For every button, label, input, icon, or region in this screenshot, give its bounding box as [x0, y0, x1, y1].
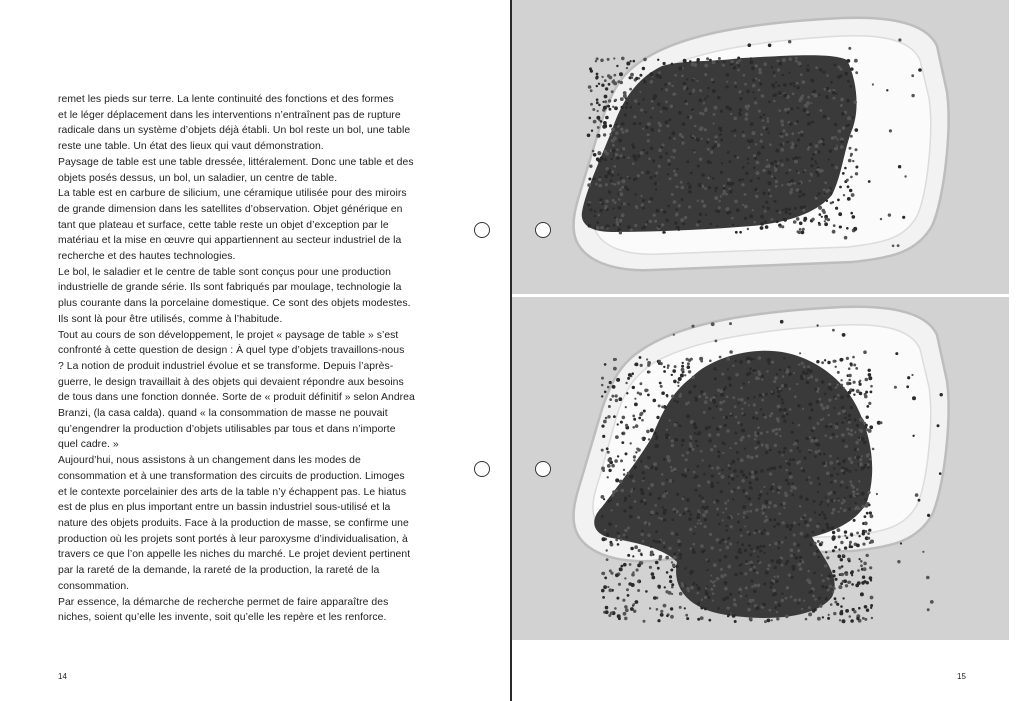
binding-hole-right-bottom: [535, 461, 551, 477]
text-line: quel cadre. »: [58, 439, 119, 451]
text-line: consommation et à une transformation des circuits de production. Limoges: [58, 470, 405, 482]
text-line: consommation.: [58, 580, 130, 592]
text-line: matériau et la mise en œuvre qui appartiennent au secteur industriel de la: [58, 235, 402, 247]
photo-tray-top: [512, 0, 1009, 294]
text-line: remet les pieds sur terre. La lente continuité des fonctions et des formes: [58, 94, 394, 105]
text-line: guerre, le design travaillait à des objets qui devaient répondre aux besoins: [58, 376, 404, 388]
text-line: Le bol, le saladier et le centre de table sont conçus pour une production: [58, 266, 391, 278]
text-line: Branzi, (la casa calda). quand « la consommation de masse ne pouvait: [58, 408, 388, 420]
text-line: Par essence, la démarche de recherche permet de faire apparaître des: [58, 596, 389, 608]
text-line: tant que plateau et surface, cette table reste un objet d’exception par le: [58, 219, 389, 231]
text-line: travers ce que l’on appelle les niches du marché. Le projet devient pertinent: [58, 549, 411, 561]
text-line: et le contexte porcelainier des arts de la table n’y échappent pas. Le hiatus: [58, 486, 407, 498]
text-line: recherche et des hautes technologies.: [58, 251, 236, 263]
text-line: par la rareté de la demande, la rareté de la production, la rareté de la: [58, 565, 380, 577]
text-line: niches, soient qu’elle les invente, soit qu’elle les repère et les renforce.: [58, 612, 387, 624]
text-line: confronté à cette question de design : À quel type d’objets travaillons-nous: [58, 345, 405, 357]
binding-hole-left-bottom: [474, 461, 490, 477]
text-line: et le léger déplacement dans les interventions n’entraînent pas de rupture: [58, 109, 401, 121]
text-line: plus courante dans la porcelaine domestique. Ce sont des objets modestes.: [58, 298, 411, 310]
text-line: La table est en carbure de silicium, une céramique utilisée pour des miroirs: [58, 188, 407, 200]
photo-tray-bottom: [512, 297, 1009, 640]
body-text: [58, 92, 418, 626]
text-line: Paysage de table est une table dressée, littéralement. Donc une table et des: [58, 156, 414, 168]
text-line: ? La notion de produit industriel évolue et se transforme. Depuis l’après-: [58, 360, 394, 372]
text-line: industrielle de grande série. Ils sont fabriqués par moulage, technologie la: [58, 282, 402, 294]
text-line: de tous dans une fonction donnée. Sorte de « produit définitif » selon Andrea: [58, 392, 415, 404]
text-line: radicale dans un système d’objets déjà établi. Un bol reste un bol, une table: [58, 125, 411, 137]
text-line: nature des objets produits. Face à la production de masse, se confirme une: [58, 517, 409, 529]
text-line: objets posés dessus, un bol, un saladier, un centre de table.: [58, 172, 338, 184]
text-line: Ils sont là pour être utilisés, comme à l’habitude.: [58, 313, 283, 325]
page-number-right: 15: [957, 672, 966, 681]
text-line: reste une table. Un état des lieux qui vaut démonstration.: [58, 141, 324, 153]
text-line: est de plus en plus important entre un bassin industriel sous-utilisé et la: [58, 502, 391, 514]
text-line: Aujourd’hui, nous assistons à un changement dans les modes de: [58, 455, 361, 467]
text-line: production où les projets sont portés à leur paroxysme d’individualisation, à: [58, 533, 408, 545]
left-page: [0, 0, 511, 701]
right-page: [512, 0, 1024, 701]
binding-hole-left-top: [474, 222, 490, 238]
text-line: qu’engendrer la production d’objets utilisables par tous et dans n’importe: [58, 423, 396, 435]
text-line: de grande dimension dans les satellites d’observation. Objet générique en: [58, 203, 403, 215]
binding-hole-right-top: [535, 222, 551, 238]
text-line: Tout au cours de son développement, le projet « paysage de table » s’est: [58, 329, 399, 341]
page-number-left: 14: [58, 672, 67, 681]
